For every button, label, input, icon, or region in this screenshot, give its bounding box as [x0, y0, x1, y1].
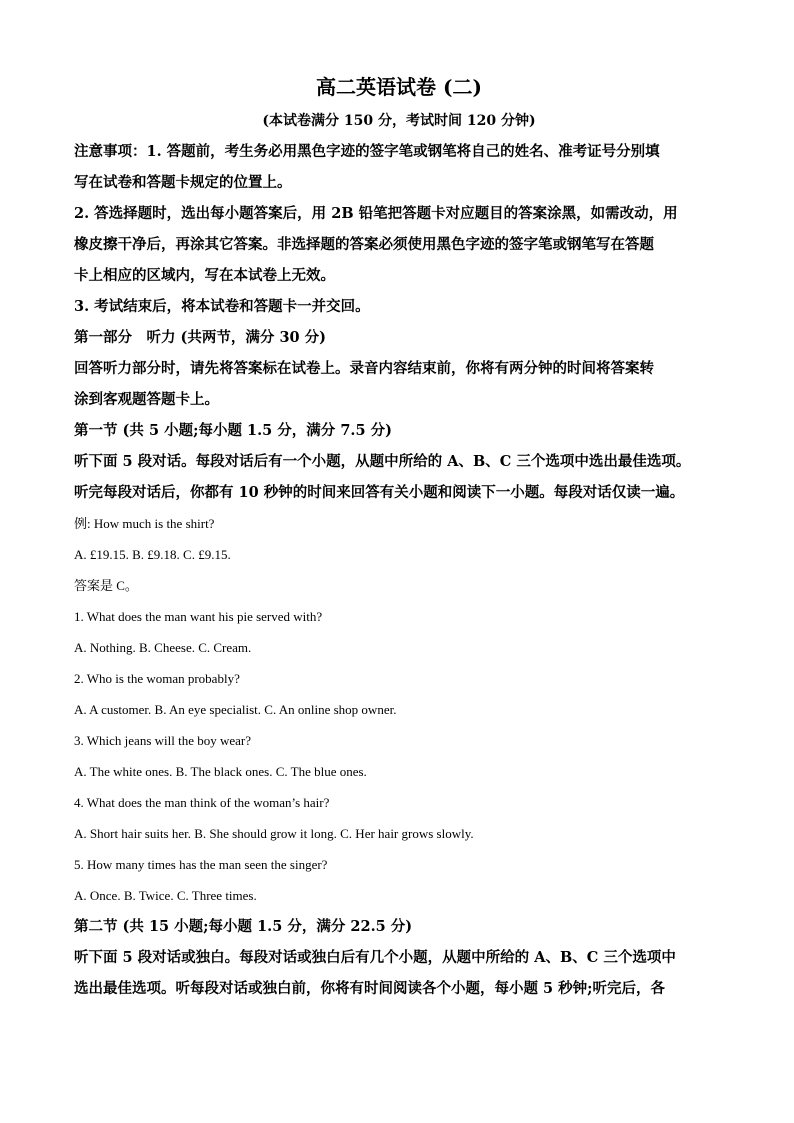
- text-line: 听下面 5 段对话或独白。每段对话或独白后有几个小题，从题中所给的 A、B、C 三个选项中: [74, 949, 676, 966]
- text-line: 3. Which jeans will the boy wear?: [74, 733, 252, 748]
- text-line: 2. 答选择题时，选出每小题答案后，用 2B 铅笔把答题卡对应题目的答案涂黑，如需改动，用: [74, 205, 678, 222]
- text-line: 涂到客观题答题卡上。: [74, 391, 219, 408]
- text-line: 选出最佳选项。听每段对话或独白前，你将有时间阅读各个小题，每小题 5 秒钟;听完后，各: [74, 980, 666, 997]
- text-line: 橡皮擦干净后，再涂其它答案。非选择题的答案必须使用黑色字迹的签字笔或钢笔写在答题: [74, 236, 654, 253]
- text-line: 卡上相应的区域内，写在本试卷上无效。: [74, 267, 335, 284]
- text-line: A. Nothing. B. Cheese. C. Cream.: [74, 640, 252, 655]
- exam-body: [74, 136, 724, 1004]
- text-line: 回答听力部分时，请先将答案标在试卷上。录音内容结束前，你将有两分钟的时间将答案转: [74, 360, 654, 377]
- text-line: 第一部分 听力 (共两节，满分 30 分): [74, 329, 327, 346]
- text-line: A. The white ones. B. The black ones. C. The blue ones.: [74, 764, 367, 779]
- page-subtitle: (本试卷满分 150 分，考试时间 120 分钟): [262, 113, 536, 129]
- text-line: 第一节 (共 5 小题;每小题 1.5 分，满分 7.5 分): [74, 422, 392, 439]
- text-line: 听下面 5 段对话。每段对话后有一个小题，从题中所给的 A、B、C 三个选项中选出最佳选项。: [74, 453, 691, 470]
- text-line: 3. 考试结束后，将本试卷和答题卡一并交回。: [74, 298, 370, 315]
- text-line: 5. How many times has the man seen the singer?: [74, 857, 328, 872]
- text-line: 2. Who is the woman probably?: [74, 671, 240, 686]
- text-line: 4. What does the man think of the woman’s hair?: [74, 795, 330, 810]
- text-line: 答案是 C。: [74, 578, 138, 593]
- text-line: 第二节 (共 15 小题;每小题 1.5 分，满分 22.5 分): [74, 918, 413, 935]
- exam-page: [74, 66, 724, 1004]
- text-line: 写在试卷和答题卡规定的位置上。: [74, 174, 292, 191]
- text-line: 例: How much is the shirt?: [74, 516, 215, 531]
- text-line: A. £19.15. B. £9.18. C. £9.15.: [74, 547, 231, 562]
- text-line: 1. What does the man want his pie served with?: [74, 609, 323, 624]
- text-line: A. Short hair suits her. B. She should grow it long. C. Her hair grows slowly.: [74, 826, 474, 841]
- page-title: 高二英语试卷 (二): [316, 75, 482, 99]
- text-line: A. A customer. B. An eye specialist. C. An online shop owner.: [74, 702, 397, 717]
- text-line: 听完每段对话后，你都有 10 秒钟的时间来回答有关小题和阅读下一小题。每段对话仅读一遍。: [74, 484, 685, 501]
- text-line: A. Once. B. Twice. C. Three times.: [74, 888, 257, 903]
- text-line: 注意事项：1. 答题前，考生务必用黑色字迹的签字笔或钢笔将自己的姓名、准考证号分别填: [74, 143, 660, 160]
